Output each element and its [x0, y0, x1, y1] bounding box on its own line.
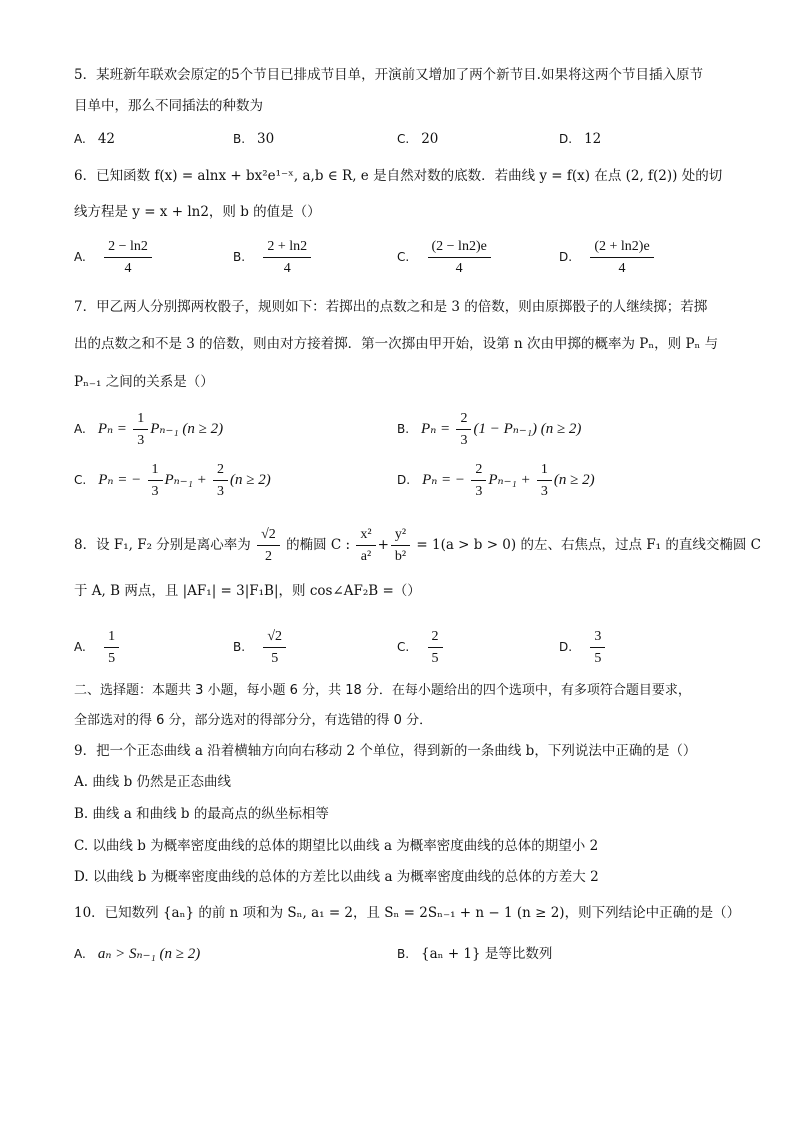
option-label: B. [397, 947, 410, 961]
fraction [148, 461, 163, 500]
q8-line2: 于 A, B 两点，且 |AF₁| = 3|F₁B|，则 cos∠AF₂B =（） [74, 583, 421, 599]
q8-option-c [397, 628, 445, 667]
numerator: (2 − ln2)e [428, 238, 491, 258]
q6-line2: 线方程是 y = x + ln2，则 b 的值是（） [74, 204, 321, 220]
denominator: 3 [460, 433, 468, 448]
option-post: (n ≥ 2) [230, 472, 271, 488]
numerator: 1 [148, 461, 163, 481]
q6-option-c [397, 238, 493, 277]
eccentricity-fraction [257, 526, 280, 565]
denominator: 3 [137, 433, 145, 448]
fraction [590, 238, 653, 277]
numerator: √2 [263, 628, 286, 648]
q10-option-a [74, 944, 200, 964]
q5-option-c [397, 129, 438, 149]
q7-option-c [74, 461, 271, 500]
fraction [263, 238, 311, 277]
option-text: aₙ > Sₙ₋₁ (n ≥ 2) [97, 946, 201, 962]
option-label: B. [397, 422, 410, 436]
q10-option-b [397, 944, 552, 964]
denominator: 2 [264, 549, 272, 564]
denominator: 5 [594, 651, 602, 666]
q7-line1: 7．甲乙两人分别掷两枚骰子，规则如下：若掷出的点数之和是 3 的倍数，则由原掷骰子的人继续掷；若掷 [74, 299, 708, 315]
q9-option-b: B. 曲线 a 和曲线 b 的最高点的纵坐标相等 [74, 806, 329, 822]
fraction [133, 410, 148, 449]
option-pre: Pₙ = [421, 421, 451, 437]
option-label: D. [397, 473, 411, 487]
q9-option-c: C. 以曲线 b 为概率密度曲线的总体的期望比以曲线 a 为概率密度曲线的总体的期望小 2 [74, 838, 599, 854]
numerator: x² [356, 526, 375, 546]
option-text: 12 [584, 131, 602, 147]
q8-text-b: 的椭圆 C : [286, 537, 351, 553]
option-mid: Pₙ₋₁ + [164, 472, 207, 488]
section2-heading-line1: 二、选择题：本题共 3 小题，每小题 6 分，共 18 分．在每小题给出的四个选项中，有多项符合题目要求， [74, 683, 691, 698]
option-label: D. [559, 132, 573, 146]
option-label: B. [233, 132, 246, 146]
q7-line2: 出的点数之和不是 3 的倍数，则由对方接着掷．第一次掷由甲开始，设第 n 次由甲掷的概率为 Pₙ，则 Pₙ 与 [74, 336, 719, 352]
fraction [537, 461, 552, 500]
numerator: 1 [104, 628, 119, 648]
q8-option-b [233, 628, 288, 667]
numerator: 1 [133, 410, 148, 430]
q5-option-d [559, 129, 601, 149]
denominator: 4 [618, 261, 626, 276]
q7-option-a [74, 410, 223, 449]
q8-text-c: = 1(a > b > 0) 的左、右焦点，过点 F₁ 的直线交椭圆 C [416, 537, 761, 553]
denominator: 5 [431, 651, 439, 666]
option-pre: Pₙ = [97, 421, 127, 437]
option-label: D. [559, 250, 573, 264]
option-label: C. [397, 640, 410, 654]
denominator: 3 [475, 484, 483, 499]
fraction [428, 238, 491, 277]
option-label: B. [233, 640, 246, 654]
x-fraction [356, 526, 375, 565]
denominator: 4 [455, 261, 463, 276]
q7-option-b [397, 410, 581, 449]
option-text: {aₙ + 1} 是等比数列 [421, 946, 553, 962]
denominator: 5 [271, 651, 279, 666]
option-label: D. [559, 640, 573, 654]
fraction [456, 410, 471, 449]
q8-option-d [559, 628, 607, 667]
option-label: B. [233, 250, 246, 264]
numerator: y² [391, 526, 410, 546]
option-pre: Pₙ = − [98, 472, 142, 488]
q9-line1: 9．把一个正态曲线 a 沿着横轴方向向右移动 2 个单位，得到新的一条曲线 b，下列说法中正确的是（） [74, 743, 697, 759]
option-post: (1 − Pₙ₋₁) (n ≥ 2) [473, 421, 582, 437]
option-label: C. [397, 132, 410, 146]
q5-line2: 目单中，那么不同插法的种数为 [74, 98, 263, 114]
q6-option-b [233, 238, 313, 277]
option-label: C. [74, 473, 87, 487]
numerator: 2 + ln2 [263, 238, 311, 258]
q5-line1: 5．某班新年联欢会原定的5个节目已排成节目单，开演前又增加了两个新节目.如果将这两个节目插入原节 [74, 67, 703, 83]
numerator: √2 [257, 526, 280, 546]
q6-option-a [74, 238, 154, 277]
denominator: 3 [217, 484, 225, 499]
q6-line1: 6．已知函数 f(x) = alnx + bx²e¹⁻ˣ, a,b ∈ R, e 是自然对数的底数．若曲线 y = f(x) 在点 (2, f(2)) 处的切 [74, 168, 723, 184]
numerator: 3 [590, 628, 605, 648]
numerator: 2 − ln2 [104, 238, 152, 258]
q7-option-d [397, 461, 595, 500]
q6-option-d [559, 238, 656, 277]
fraction [471, 461, 486, 500]
option-label: C. [397, 250, 410, 264]
fraction [590, 628, 605, 667]
option-text: 42 [97, 131, 115, 147]
y-fraction [391, 526, 410, 565]
denominator: 4 [283, 261, 291, 276]
q5-option-b [233, 129, 274, 149]
numerator: (2 + ln2)e [590, 238, 653, 258]
option-mid: Pₙ₋₁ + [488, 472, 531, 488]
numerator: 1 [537, 461, 552, 481]
numerator: 2 [428, 628, 443, 648]
q8-option-a [74, 628, 121, 667]
fraction [104, 238, 152, 277]
fraction [213, 461, 228, 500]
q9-option-d: D. 以曲线 b 为概率密度曲线的总体的方差比以曲线 a 为概率密度曲线的总体的方差大 2 [74, 869, 599, 885]
denominator: a² [360, 549, 372, 564]
q9-option-a: A. 曲线 b 仍然是正态曲线 [74, 774, 232, 790]
fraction [104, 628, 119, 667]
q10-line1: 10．已知数列 {aₙ} 的前 n 项和为 Sₙ, a₁ = 2，且 Sₙ = 2Sₙ₋₁ + n − 1 (n ≥ 2)，则下列结论中正确的是（） [74, 905, 741, 921]
option-post: Pₙ₋₁ (n ≥ 2) [150, 421, 224, 437]
option-text: 30 [257, 131, 275, 147]
option-pre: Pₙ = − [422, 472, 466, 488]
option-label: A. [74, 640, 86, 654]
denominator: 4 [124, 261, 132, 276]
option-label: A. [74, 422, 86, 436]
option-label: A. [74, 250, 86, 264]
numerator: 2 [471, 461, 486, 481]
q5-option-a [74, 129, 115, 149]
option-post: (n ≥ 2) [553, 472, 595, 488]
denominator: 5 [108, 651, 116, 666]
option-text: 20 [421, 131, 439, 147]
q7-line3: Pₙ₋₁ 之间的关系是（） [74, 374, 214, 390]
fraction [428, 628, 443, 667]
denominator: b² [394, 549, 407, 564]
option-label: A. [74, 947, 86, 961]
option-label: A. [74, 132, 86, 146]
section2-heading-line2: 全部选对的得 6 分，部分选对的得部分分，有选错的得 0 分． [74, 713, 433, 728]
fraction [263, 628, 286, 667]
numerator: 2 [213, 461, 228, 481]
denominator: 3 [151, 484, 159, 499]
denominator: 3 [540, 484, 548, 499]
q8-text-a: 8．设 F₁, F₂ 分别是离心率为 [74, 537, 251, 553]
q8-line1: 8．设 F₁, F₂ 分别是离心率为 $\frac{√2}{2}$ 的椭圆 C : $\frac{\text{x²}}{\text{a²}}$ + $\frac{\text{y²}}{\text{b²}}$ = 1(a > b > 0) 的左、右焦点，过点 F₁ 的直线交椭圆 C [74, 527, 761, 564]
numerator: 2 [456, 410, 471, 430]
